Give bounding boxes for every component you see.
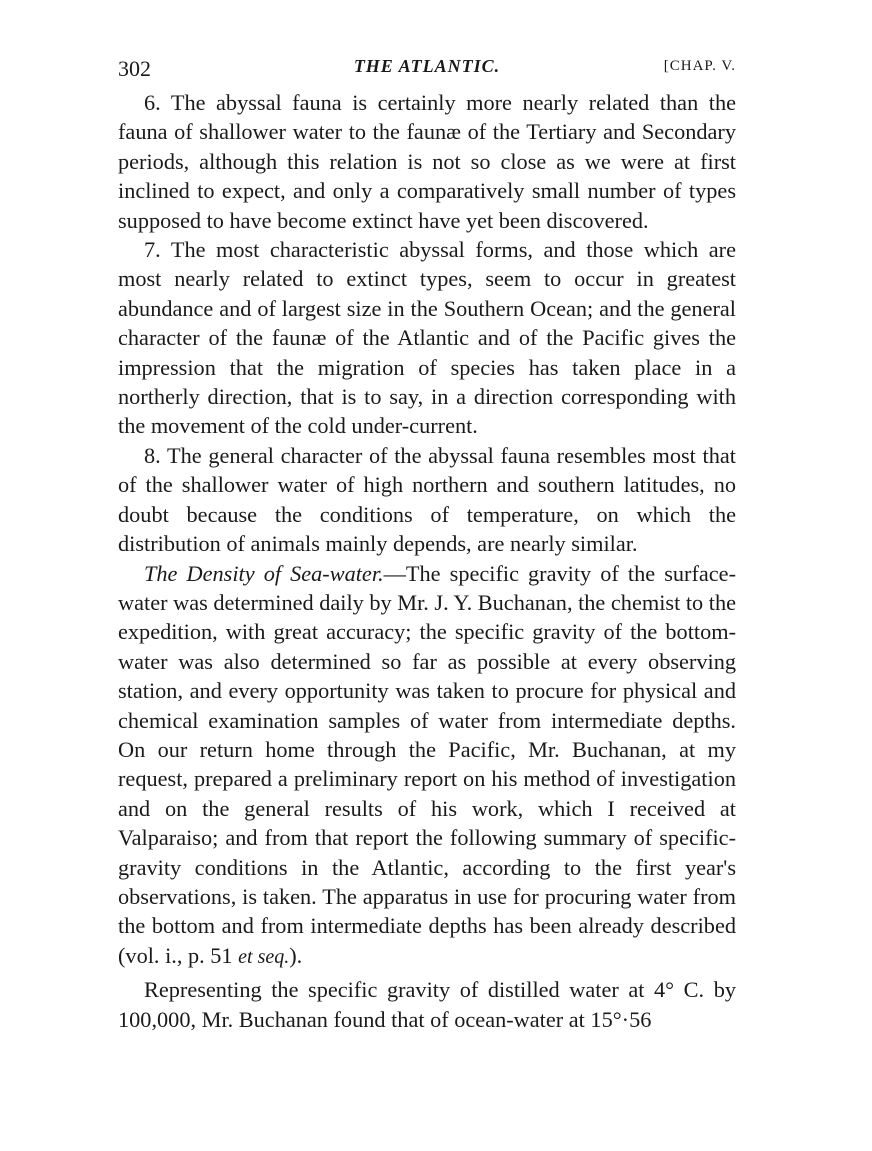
paragraph-7: 7. The most characteristic abyssal forms, and those which are most nearly related to extinct types, seem to occur in greatest abundance and of largest size in the Southern Ocean; and the general character of the faunæ of the Atlantic and of the Pacific gives the impression that the migration of species has taken place in a northerly direction, that is to say, in a direction corresponding with the movement of the cold under-current. [118, 237, 736, 439]
chapter-reference: [CHAP. V. [663, 58, 736, 74]
body-text [118, 88, 736, 1034]
density-text: —The specific gravity of the surface-water was determined daily by Mr. J. Y. Buchanan, the chemist to the expedition, with great accuracy; the specific gravity of the bottom-water was also determined so far as possible at every observing station, and every opportunity was taken to procure for physical and chemical examination samples of water from intermediate depths. On our return home through the Pacific, Mr. Buchanan, at my request, prepared a preliminary report on his method of investigation and on the general results of his work, which I received at Valparaiso; and from that report the following summary of specific-gravity conditions in the Atlantic, according to the first year's observations, is taken. The apparatus in use for procuring water from the bottom and from intermediate depths has been already described (vol. i., p. 51 [118, 560, 736, 968]
paragraph-8: 8. The general character of the abyssal fauna resembles most that of the shallower water of high northern and southern latitudes, no doubt because the conditions of temperature, on which the distribution of animals mainly depends, are nearly similar. [118, 442, 736, 557]
section-heading-density: The Density of Sea-water. [144, 560, 384, 586]
paragraph-specific-gravity: Representing the specific gravity of distilled water at 4° C. by 100,000, Mr. Buchanan found that of ocean-water at 15°·56 [118, 977, 736, 1032]
paragraph-6: 6. The abyssal fauna is certainly more nearly related than the fauna of shallower water to the faunæ of the Tertiary and Secondary periods, although this relation is not so close as we were at first inclined to expect, and only a comparatively small number of types supposed to have become extinct have yet been discovered. [118, 90, 736, 233]
page-header [118, 52, 736, 88]
running-title: THE ATLANTIC. [353, 56, 501, 76]
paragraph-density [118, 559, 736, 973]
density-end: ). [289, 942, 303, 968]
book-page [118, 52, 736, 1034]
page-number: 302 [118, 56, 151, 81]
et-seq: et seq. [238, 945, 290, 968]
